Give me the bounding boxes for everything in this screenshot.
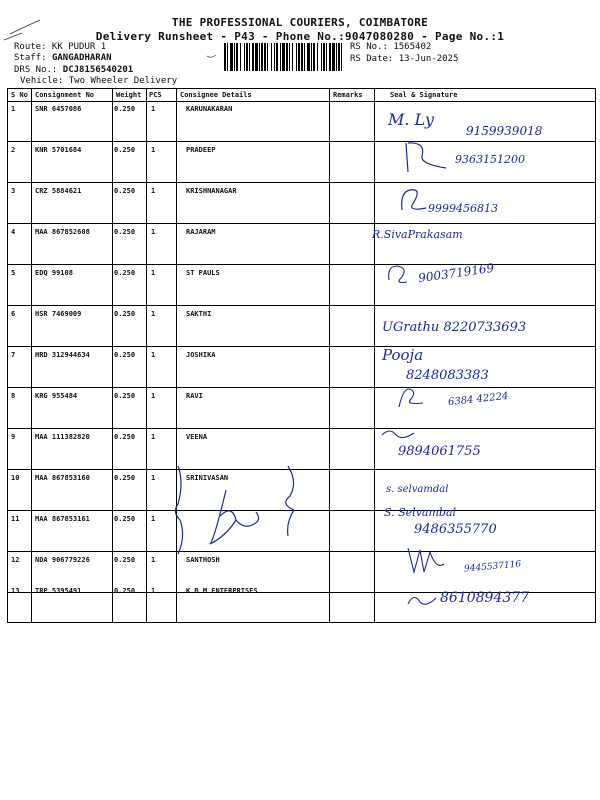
- runsheet-title: Delivery Runsheet - P43 - Phone No.:9047080280 - Page No.:1: [95, 30, 505, 43]
- barcode-bar: [259, 43, 260, 71]
- row-weight: 0.250: [114, 474, 136, 482]
- phone-1: 9159939018: [466, 124, 543, 138]
- row-weight: 0.250: [114, 515, 136, 523]
- barcode-bar: [249, 43, 250, 71]
- row-weight: 0.250: [114, 105, 136, 113]
- row-pcs: 1: [151, 187, 156, 195]
- company-title: THE PROFESSIONAL COURIERS, COIMBATORE: [171, 16, 429, 29]
- col-remarks: Remarks: [333, 91, 363, 99]
- row-pcs: 1: [151, 228, 156, 236]
- barcode-bar: [311, 43, 312, 71]
- drs-line: DRS No.: DCJ8156540201: [14, 65, 134, 75]
- row-weight: 0.250: [114, 228, 136, 236]
- row-sno: 13: [11, 587, 20, 595]
- row-consignee: K B M ENTERPRISES: [186, 587, 258, 595]
- signature-2-stroke: [396, 138, 456, 178]
- phone-8: 6384 42224: [447, 390, 509, 409]
- col-consignee: Consignee Details: [180, 91, 252, 99]
- phone-9: 9894061755: [398, 444, 481, 459]
- row-consignment: MAA 867853160: [35, 474, 90, 482]
- signature-11: S. Selvambal: [384, 506, 457, 519]
- barcode-bar: [224, 43, 226, 71]
- row-weight: 0.250: [114, 351, 136, 359]
- row-pcs: 1: [151, 392, 156, 400]
- barcode-bar: [323, 43, 325, 71]
- vehicle-label: Vehicle: Two Wheeler Delivery: [20, 76, 178, 86]
- barcode-bar: [271, 43, 272, 71]
- barcode-bar: [336, 43, 337, 71]
- col-weight: Weight: [116, 91, 142, 99]
- table-row: [8, 265, 595, 306]
- barcode-bar: [282, 43, 285, 71]
- barcode-bar: [296, 43, 297, 71]
- signature-12-stroke: [404, 544, 464, 578]
- barcode-bar: [244, 43, 245, 71]
- row-sno: 3: [11, 187, 16, 195]
- barcode-bar: [267, 43, 268, 71]
- row-consignment: MAA 867853161: [35, 515, 90, 523]
- row-consignment: KRG 955484: [35, 392, 78, 400]
- row-consignment: HRD 312944634: [35, 351, 90, 359]
- barcode-bar: [230, 43, 233, 71]
- row-weight: 0.250: [114, 433, 136, 441]
- barcode-bar: [292, 43, 293, 71]
- bracket-signature: [170, 460, 310, 560]
- column-divider: [146, 89, 147, 622]
- barcode-bar: [313, 43, 315, 71]
- route-label: Route: KK PUDUR 1: [14, 42, 107, 52]
- row-consignee: SAKTHI: [186, 310, 212, 318]
- row-sno: 4: [11, 228, 16, 236]
- row-pcs: 1: [151, 433, 156, 441]
- barcode-bar: [264, 43, 266, 71]
- table-row: [8, 347, 595, 388]
- barcode: [224, 43, 342, 71]
- row-consignment: HSR 7469009: [35, 310, 82, 318]
- table-row: [8, 183, 595, 224]
- barcode-bar: [289, 43, 290, 71]
- barcode-bar: [280, 43, 281, 71]
- row-sno: 7: [11, 351, 16, 359]
- col-sno: S No: [11, 91, 28, 99]
- phone-13: 8610894377: [440, 590, 530, 606]
- signature-5-stroke: [383, 260, 413, 290]
- row-pcs: 1: [151, 351, 156, 359]
- row-sno: 10: [11, 474, 20, 482]
- row-weight: 0.250: [114, 556, 136, 564]
- row-consignee: KRISHNANAGAR: [186, 187, 237, 195]
- row-sno: 8: [11, 392, 16, 400]
- row-weight: 0.250: [114, 269, 136, 277]
- row-sno: 1: [11, 105, 16, 113]
- column-divider: [329, 89, 330, 622]
- row-consignment: MAA 867852608: [35, 228, 90, 236]
- barcode-bar: [298, 43, 300, 71]
- phone-2: 9363151200: [455, 153, 525, 166]
- signature-6: UGrathu 8220733693: [382, 320, 527, 335]
- row-pcs: 1: [151, 587, 156, 595]
- row-sno: 11: [11, 515, 20, 523]
- barcode-bar: [246, 43, 248, 71]
- barcode-bar: [329, 43, 331, 71]
- barcode-bar: [274, 43, 275, 71]
- row-consignee: KARUNAKARAN: [186, 105, 233, 113]
- barcode-bar: [304, 43, 305, 71]
- barcode-bar: [341, 43, 342, 71]
- row-sno: 12: [11, 556, 20, 564]
- row-consignment: KNR 5701684: [35, 146, 82, 154]
- row-pcs: 1: [151, 105, 156, 113]
- row-consignee: ST PAULS: [186, 269, 220, 277]
- signature-13-stroke: [404, 590, 440, 610]
- table-row: [8, 224, 595, 265]
- row-consignment: EDQ 99108: [35, 269, 73, 277]
- signature-4: R.SivaPrakasam: [372, 228, 463, 241]
- signature-9-stroke: [378, 425, 418, 443]
- signature-10: s. selvamdal: [386, 484, 449, 495]
- row-pcs: 1: [151, 474, 156, 482]
- barcode-bar: [301, 43, 303, 71]
- barcode-bar: [261, 43, 263, 71]
- signature-7: Pooja: [382, 346, 424, 364]
- phone-11: 9486355770: [414, 522, 497, 537]
- row-consignment: MAA 111382820: [35, 433, 90, 441]
- phone-5: 9003719169: [417, 260, 495, 286]
- barcode-bar: [240, 43, 241, 71]
- row-weight: 0.250: [114, 187, 136, 195]
- row-weight: 0.250: [114, 310, 136, 318]
- row-sno: 2: [11, 146, 16, 154]
- row-pcs: 1: [151, 146, 156, 154]
- col-signature: Seal & Signature: [390, 91, 458, 99]
- tick-mark: [206, 54, 218, 60]
- row-consignee: SRINIVASAN: [186, 474, 229, 482]
- row-weight: 0.250: [114, 392, 136, 400]
- signature-1: M. Ly: [388, 110, 434, 129]
- rs-number: RS No.: 1565402: [350, 42, 432, 52]
- staff-line: Staff: GANGADHARAN: [14, 53, 112, 63]
- barcode-bar: [307, 43, 310, 71]
- row-pcs: 1: [151, 515, 156, 523]
- phone-7: 8248083383: [406, 368, 489, 383]
- row-consignee: SANTHOSH: [186, 556, 220, 564]
- col-consignment: Consignment No: [35, 91, 95, 99]
- row-sno: 9: [11, 433, 16, 441]
- row-consignment: SNR 6457086: [35, 105, 82, 113]
- row-consignee: PRADEEP: [186, 146, 216, 154]
- row-pcs: 1: [151, 556, 156, 564]
- row-weight: 0.250: [114, 587, 136, 595]
- barcode-bar: [338, 43, 340, 71]
- barcode-bar: [276, 43, 278, 71]
- barcode-bar: [255, 43, 258, 71]
- row-consignment: CRZ 5884621: [35, 187, 82, 195]
- row-consignee: VEENA: [186, 433, 208, 441]
- barcode-bar: [321, 43, 322, 71]
- row-consignment: TRP 5395491: [35, 587, 82, 595]
- row-consignment: NDA 906779226: [35, 556, 90, 564]
- row-consignee: RAJARAM: [186, 228, 216, 236]
- row-sno: 5: [11, 269, 16, 277]
- signature-8-stroke: [395, 385, 427, 411]
- rs-date: RS Date: 13-Jun-2025: [350, 54, 459, 64]
- barcode-bar: [227, 43, 228, 71]
- column-divider: [31, 89, 32, 622]
- phone-12: 9445537116: [463, 559, 522, 575]
- barcode-bar: [332, 43, 335, 71]
- column-divider: [112, 89, 113, 622]
- col-pcs: PCS: [149, 91, 162, 99]
- row-sno: 6: [11, 310, 16, 318]
- row-pcs: 1: [151, 310, 156, 318]
- barcode-bar: [252, 43, 254, 71]
- row-consignee: RAVI: [186, 392, 203, 400]
- column-divider: [374, 89, 375, 622]
- barcode-bar: [326, 43, 327, 71]
- barcode-bar: [234, 43, 235, 71]
- barcode-bar: [236, 43, 238, 71]
- row-weight: 0.250: [114, 146, 136, 154]
- barcode-bar: [286, 43, 288, 71]
- row-consignee: JOSHIKA: [186, 351, 216, 359]
- barcode-bar: [317, 43, 318, 71]
- row-pcs: 1: [151, 269, 156, 277]
- phone-3: 9999456813: [428, 202, 498, 215]
